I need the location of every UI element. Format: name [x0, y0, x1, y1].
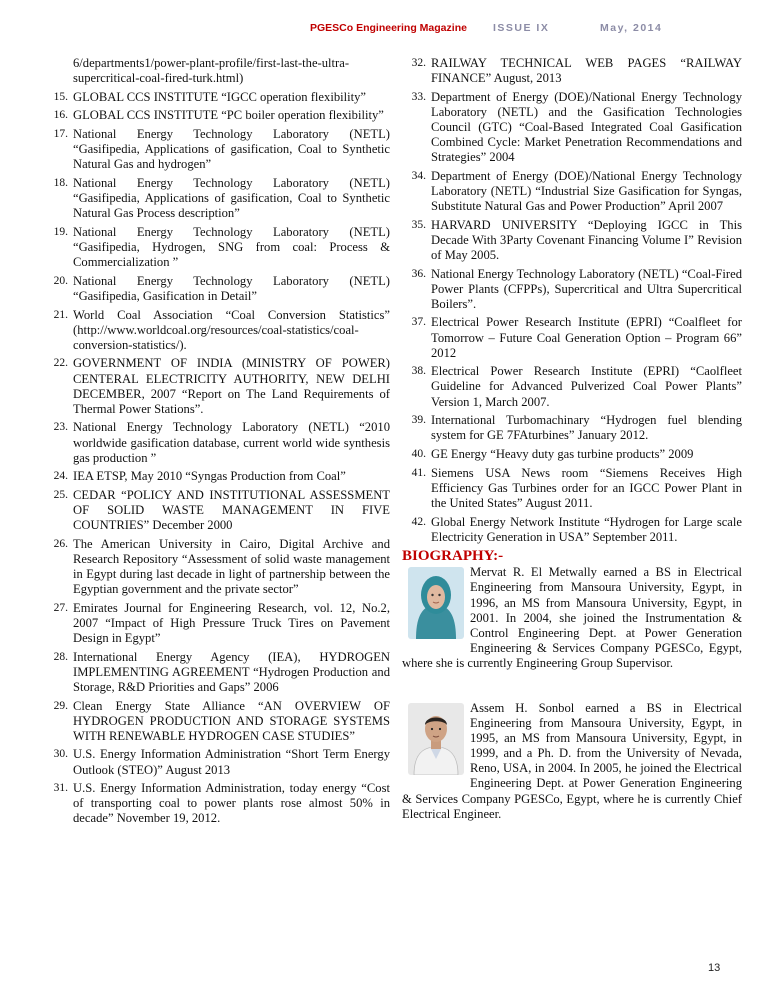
reference-item	[44, 356, 390, 416]
reference-number: 15.	[53, 90, 68, 103]
reference-number: 22.	[53, 357, 68, 370]
reference-item	[44, 225, 390, 270]
reference-item	[44, 601, 390, 646]
reference-number: 20.	[53, 274, 68, 287]
reference-text: National Energy Technology Laboratory (NETL) “2010 worldwide gasification database, current world wide synthesis gas production ”	[73, 420, 390, 465]
reference-text: Siemens USA News room “Siemens Receives High Efficiency Gas Turbines order for an IGCC Power Plant in the United States” August 2011.	[431, 465, 742, 510]
reference-item	[44, 650, 390, 695]
reference-number: 17.	[53, 128, 68, 141]
reference-number: 39.	[411, 414, 426, 427]
reference-item	[44, 108, 390, 123]
reference-text: Emirates Journal for Engineering Research, vol. 12, No.2, 2007 “Impact of High Pressure Truck Tires on Pavement Design in Egypt”	[73, 600, 390, 645]
reference-text: U.S. Energy Information Administration “Short Term Energy Outlook (STEO)” August 2013	[73, 747, 390, 777]
reference-number: 36.	[411, 267, 426, 280]
reference-item	[402, 218, 742, 263]
reference-item	[44, 274, 390, 304]
reference-number: 26.	[53, 537, 68, 550]
reference-number: 28.	[53, 650, 68, 663]
reference-text: Clean Energy State Alliance “AN OVERVIEW OF HYDROGEN PRODUCTION AND STORAGE SYSTEMS WITH RENEWABLE HYDROGEN CASE STUDIES”	[73, 698, 390, 743]
reference-item	[44, 781, 390, 826]
reference-text: GE Energy “Heavy duty gas turbine products” 2009	[431, 447, 694, 461]
reference-text: Electrical Power Research Institute (EPRI) “Caolfleet Guideline for Advanced Pulverized Coal Power Plants” Version 1, March 2007.	[431, 364, 742, 409]
reference-text: World Coal Association “Coal Conversion Statistics” (http://www.worldcoal.org/resources/coal-statistics/coal-conversion-statistics/).	[73, 307, 390, 352]
reference-item	[402, 515, 742, 545]
right-column	[402, 56, 742, 822]
biography-text: Mervat R. El Metwally earned a BS in Electrical Engineering from Mansoura University, Egypt, in 1996, an MS from Mansoura University, Egypt, in 2001. In 2004, she joined the Instrumentation & Control Engineering Dept. at Power Generation Engineering & Services Company PGESCo, Egypt, where she is currently Engineering Group Supervisor.	[402, 565, 742, 670]
issue-label: ISSUE IX	[493, 22, 550, 34]
left-column	[44, 56, 390, 830]
reference-list-left	[44, 90, 390, 827]
reference-number: 34.	[411, 169, 426, 182]
magazine-title: PGESCo Engineering Magazine	[310, 22, 467, 34]
reference-text: Global Energy Network Institute “Hydrogen for Large scale Electricity Generation in USA” September 2011.	[431, 514, 742, 544]
reference-text: National Energy Technology Laboratory (NETL) “Coal-Fired Power Plants (CFPPs), Supercritical and Ultra Supercritical Boilers”.	[431, 266, 742, 311]
reference-text: GOVERNMENT OF INDIA (MINISTRY OF POWER) CENTERAL ELECTRICITY AUTHORITY, NEW DELHI DECEMBER, 2007 “Report on The Land Requirements of Thermal Power Stations”.	[73, 356, 390, 416]
reference-text: International Turbomachinary “Hydrogen fuel blending system for GE 7FAturbines” January 2012.	[431, 413, 742, 443]
reference-number: 24.	[53, 470, 68, 483]
reference-item	[402, 447, 742, 462]
reference-number: 35.	[411, 218, 426, 231]
reference-item	[44, 176, 390, 221]
biography-heading: BIOGRAPHY:-	[402, 548, 504, 565]
issue-date: May, 2014	[600, 22, 663, 34]
reference-item	[44, 747, 390, 777]
portrait-woman-hijab-icon	[408, 567, 464, 639]
reference-item	[402, 90, 742, 165]
reference-number: 29.	[53, 699, 68, 712]
reference-text: RAILWAY TECHNICAL WEB PAGES “RAILWAY FINANCE” August, 2013	[431, 56, 742, 86]
reference-text: GLOBAL CCS INSTITUTE “IGCC operation flexibility”	[73, 89, 366, 104]
reference-number: 16.	[53, 109, 68, 122]
reference-number: 33.	[411, 90, 426, 103]
reference-item	[402, 267, 742, 312]
reference-number: 25.	[53, 488, 68, 501]
reference-number: 32.	[411, 57, 426, 69]
reference-number: 30.	[53, 748, 68, 761]
reference-text: National Energy Technology Laboratory (NETL) “Gasifipedia, Applications of gasification, Coal to Synthetic Natural Gas and hydrogen”	[73, 127, 390, 172]
reference-item	[402, 466, 742, 511]
reference-item	[44, 469, 390, 484]
reference-text: HARVARD UNIVERSITY “Deploying IGCC in This Decade With 3Party Covenant Financing Volume I” Revision of May 2005.	[431, 217, 742, 262]
reference-continuation: 6/departments1/power-plant-profile/first-last-the-ultra-supercritical-coal-fired-turk.html)	[73, 56, 350, 86]
reference-text: Electrical Power Research Institute (EPRI) “Coalfleet for Tomorrow – Future Coal Generation Option – Program 66” 2012	[431, 315, 742, 360]
reference-item	[402, 315, 742, 360]
reference-text: U.S. Energy Information Administration, today energy “Cost of transporting coal to power plants rose almost 50% in decade” November 19, 2012.	[73, 781, 390, 826]
reference-text: Department of Energy (DOE)/National Energy Technology Laboratory (NETL) and the Gasification Technologies Council (GTC) “Coal-Based Integrated Coal Gasification Combined Cycle: Market Penetration Recommendations and Strategies” 2004	[431, 89, 742, 165]
biography-text: Assem H. Sonbol earned a BS in Electrical Engineering from Mansoura University, Egypt, in 1995, an MS from Mansoura University, Egypt, in 1999, and a Ph. D. from the University of Nevada, Reno, USA, in 2004. In 2005, he joined the Electrical Engineering Dept. at Power Generation Engineering & Services Company PGESCo, Egypt, where he is currently Chief Electrical Engineer.	[402, 701, 742, 821]
reference-item	[402, 364, 742, 409]
reference-item	[44, 127, 390, 172]
reference-number: 31.	[53, 782, 68, 795]
reference-item	[44, 699, 390, 744]
reference-text: CEDAR “POLICY AND INSTITUTIONAL ASSESSMENT OF SOLID WASTE MANAGEMENT IN FIVE COUNTRIES” December 2000	[73, 487, 390, 533]
reference-number: 21.	[53, 308, 68, 321]
reference-item	[44, 488, 390, 533]
reference-item	[44, 537, 390, 597]
reference-number: 18.	[53, 177, 68, 190]
reference-text: The American University in Cairo, Digital Archive and Research Repository “Assessment of solid waste management in Egypt during last decade in light of partnership between the Egyptian government and the private sector”	[73, 536, 390, 597]
reference-number: 19.	[53, 225, 68, 238]
reference-list-right	[402, 56, 742, 545]
reference-text: IEA ETSP, May 2010 “Syngas Production from Coal”	[73, 469, 346, 484]
portrait-man-icon	[408, 703, 464, 775]
reference-text: National Energy Technology Laboratory (NETL) “Gasifipedia, Hydrogen, SNG from coal: Process & Commercialization ”	[73, 224, 390, 270]
reference-text: National Energy Technology Laboratory (NETL) “Gasifipedia, Gasification in Detail”	[73, 273, 390, 303]
reference-number: 38.	[411, 365, 426, 378]
reference-item	[44, 420, 390, 465]
reference-item	[44, 90, 390, 105]
page-number: 13	[708, 962, 721, 974]
reference-text: International Energy Agency (IEA), HYDROGEN IMPLEMENTING AGREEMENT “Hydrogen Production and Storage, R&D Priorities and Gaps” 2006	[73, 649, 390, 694]
reference-text: National Energy Technology Laboratory (NETL) “Gasifipedia, Applications of gasification, Coal to Synthetic Natural Gas Process description”	[73, 176, 390, 221]
reference-item	[402, 169, 742, 214]
reference-item	[402, 413, 742, 443]
reference-number: 37.	[411, 316, 426, 329]
page-header	[0, 22, 772, 38]
reference-number: 23.	[53, 421, 68, 434]
biography-entry	[402, 565, 742, 671]
reference-item	[402, 56, 742, 86]
biography-entry	[402, 701, 742, 822]
reference-item	[44, 308, 390, 353]
reference-number: 41.	[411, 466, 426, 479]
reference-number: 40.	[411, 448, 426, 460]
reference-text: GLOBAL CCS INSTITUTE “PC boiler operation flexibility”	[73, 108, 384, 123]
reference-text: Department of Energy (DOE)/National Energy Technology Laboratory (NETL) “Industrial Size Gasification for Syngas, Substitute Natural Gas and Power Production” April 2007	[431, 168, 742, 214]
reference-number: 42.	[411, 515, 426, 528]
reference-number: 27.	[53, 601, 68, 614]
